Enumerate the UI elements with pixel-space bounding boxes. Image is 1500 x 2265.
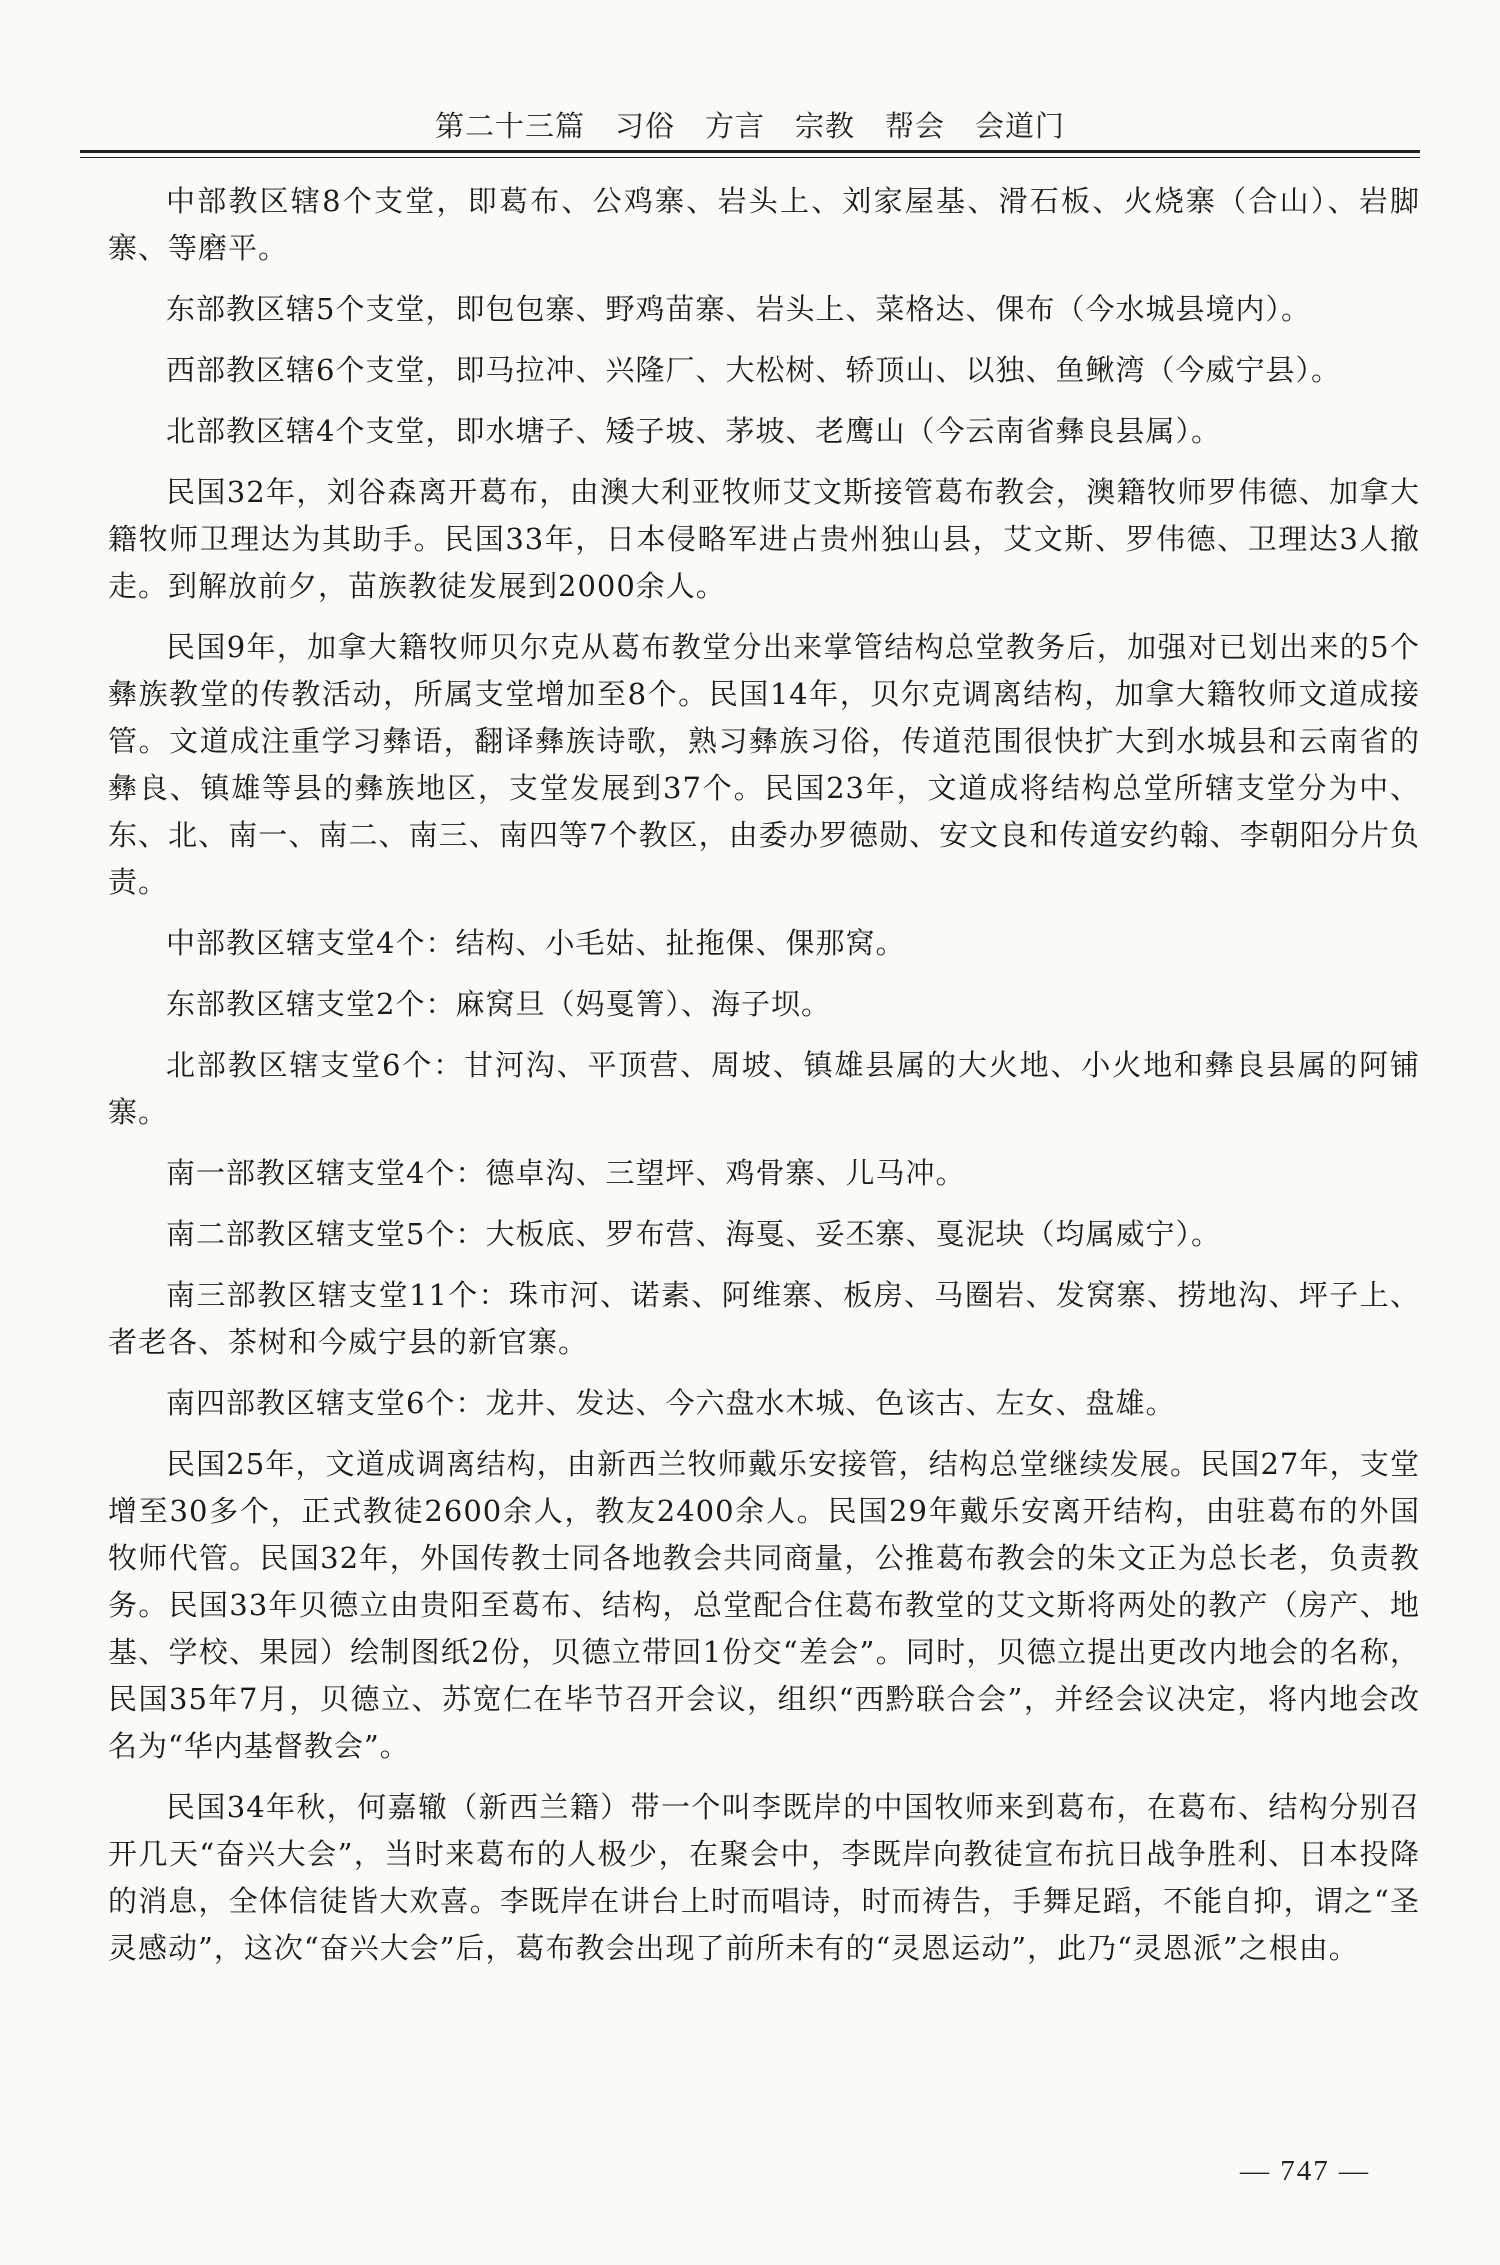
header-rule [80,150,1420,153]
paragraph: 北部教区辖4个支堂，即水塘子、矮子坡、茅坡、老鹰山（今云南省彝良县属）。 [166,414,1221,448]
page-number: — 747 — [1240,2155,1370,2187]
paragraph: 东部教区辖5个支堂，即包包寨、野鸡苗寨、岩头上、菜格达、倮布（今水城县境内）。 [166,292,1311,326]
paragraph: 南二部教区辖支堂5个：大板底、罗布营、海戛、妥丕寨、戛泥块（均属威宁）。 [166,1217,1221,1251]
paragraph: 南一部教区辖支堂4个：德卓沟、三望坪、鸡骨寨、儿马冲。 [166,1156,966,1190]
paragraph: 东部教区辖支堂2个：麻窝旦（妈戛箐）、海子坝。 [166,987,831,1021]
paragraph: 北部教区辖支堂6个：甘河沟、平顶营、周坡、镇雄县属的大火地、小火地和彝良县属的阿铺寨。 [108,1048,1420,1129]
paragraph: 民国32年，刘谷森离开葛布，由澳大利亚牧师艾文斯接管葛布教会，澳籍牧师罗伟德、加拿大籍牧师卫理达为其助手。民国33年，日本侵略军进占贵州独山县，艾文斯、罗伟德、卫理达3人撤走。到解放前夕，苗族教徒发展到2000余人。 [108,475,1420,603]
paragraph: 南三部教区辖支堂11个：珠市河、诺素、阿维寨、板房、马圈岩、发窝寨、捞地沟、坪子上、者老各、茶树和今威宁县的新官寨。 [108,1278,1420,1359]
paragraph: 民国9年，加拿大籍牧师贝尔克从葛布教堂分出来掌管结构总堂教务后，加强对已划出来的5个彝族教堂的传教活动，所属支堂增加至8个。民国14年，贝尔克调离结构，加拿大籍牧师文道成接管。文道成注重学习彝语，翻译彝族诗歌，熟习彝族习俗，传道范围很快扩大到水城县和云南省的彝良、镇雄等县的彝族地区，支堂发展到37个。民国23年，文道成将结构总堂所辖支堂分为中、东、北、南一、南二、南三、南四等7个教区，由委办罗德勋、安文良和传道安约翰、李朝阳分片负责。 [108,630,1420,899]
paragraph: 民国34年秋，何嘉辙（新西兰籍）带一个叫李既岸的中国牧师来到葛布，在葛布、结构分别召开几天“奋兴大会”，当时来葛布的人极少，在聚会中，李既岸向教徒宣布抗日战争胜利、日本投降的消息，全体信徒皆大欢喜。李既岸在讲台上时而唱诗，时而祷告，手舞足蹈，不能自抑，谓之“圣灵感动”，这次“奋兴大会”后，葛布教会出现了前所未有的“灵恩运动”，此乃“灵恩派”之根由。 [108,1790,1420,1965]
header-rule-thin [80,157,1420,158]
paragraph: 中部教区辖支堂4个：结构、小毛姑、扯拖倮、倮那窝。 [166,926,906,960]
paragraph: 西部教区辖6个支堂，即马拉冲、兴隆厂、大松树、轿顶山、以独、鱼鳅湾（今威宁县）。 [166,353,1341,387]
paragraph: 南四部教区辖支堂6个：龙井、发达、今六盘水木城、色该古、左女、盘雄。 [166,1386,1176,1420]
paragraph: 中部教区辖8个支堂，即葛布、公鸡寨、岩头上、刘家屋基、滑石板、火烧寨（合山）、岩脚寨、等磨平。 [108,184,1420,265]
running-header: 第二十三篇 习俗 方言 宗教 帮会 会道门 [434,109,1065,143]
body-text [108,178,1420,1986]
paragraph: 民国25年，文道成调离结构，由新西兰牧师戴乐安接管，结构总堂继续发展。民国27年，支堂增至30多个，正式教徒2600余人，教友2400余人。民国29年戴乐安离开结构，由驻葛布的外国牧师代管。民国32年，外国传教士同各地教会共同商量，公推葛布教会的朱文正为总长老，负责教务。民国33年贝德立由贵阳至葛布、结构，总堂配合住葛布教堂的艾文斯将两处的教产（房产、地基、学校、果园）绘制图纸2份，贝德立带回1份交“差会”。同时，贝德立提出更改内地会的名称，民国35年7月，贝德立、苏宽仁在毕节召开会议，组织“西黔联合会”，并经会议决定，将内地会改名为“华内基督教会”。 [108,1447,1420,1763]
